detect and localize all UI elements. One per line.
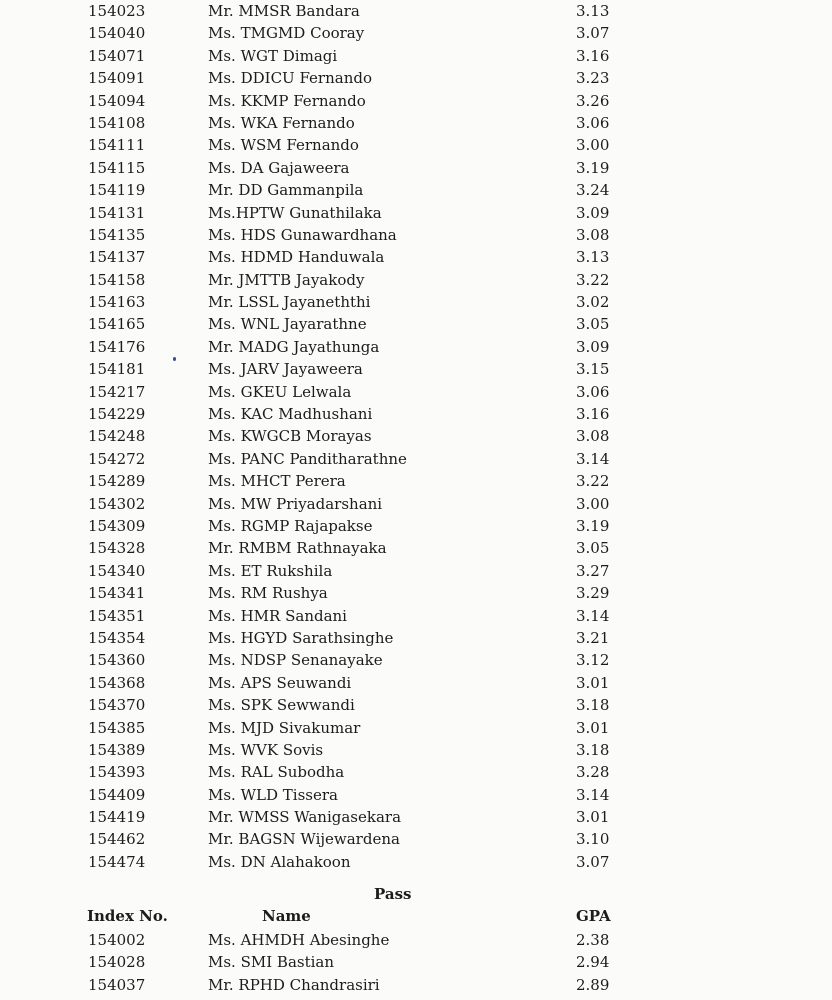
name-cell: Mr. LSSL Jayaneththi	[208, 293, 371, 312]
index-column-header: Index No.	[87, 907, 168, 925]
table-row	[0, 403, 832, 425]
index-cell: 154040	[88, 24, 146, 43]
gpa-cell: 3.00	[576, 494, 610, 513]
gpa-cell: 3.21	[576, 628, 610, 647]
index-cell: 154135	[88, 225, 146, 244]
gpa-cell: 3.22	[576, 270, 610, 289]
index-cell: 154137	[88, 248, 146, 267]
name-cell: Mr. WMSS Wanigasekara	[208, 808, 402, 827]
index-cell: 154217	[88, 382, 146, 401]
table-row	[0, 784, 832, 806]
table-row	[0, 179, 832, 201]
index-cell: 154340	[88, 561, 146, 580]
gpa-cell: 3.01	[576, 808, 610, 827]
table-row	[0, 515, 832, 537]
ink-speck	[173, 357, 176, 361]
name-cell: Ms. WGT Dimagi	[208, 46, 338, 65]
index-cell: 154385	[88, 718, 146, 737]
index-cell: 154165	[88, 315, 146, 334]
table-row	[0, 929, 832, 951]
table-row	[0, 537, 832, 559]
gpa-cell: 2.38	[576, 931, 610, 949]
table-row	[0, 560, 832, 582]
table-row	[0, 951, 832, 973]
gpa-cell: 3.01	[576, 673, 610, 692]
table-row	[0, 717, 832, 739]
index-cell: 154289	[88, 472, 146, 491]
name-cell: Ms. RGMP Rajapakse	[208, 516, 373, 535]
table-row	[0, 134, 832, 156]
index-cell: 154023	[88, 2, 146, 20]
index-cell: 154368	[88, 673, 146, 692]
name-cell: Ms. APS Seuwandi	[208, 673, 352, 692]
index-cell: 154328	[88, 539, 146, 558]
name-cell: Mr. MADG Jayathunga	[208, 337, 380, 356]
gpa-cell: 3.09	[576, 337, 610, 356]
gpa-cell: 3.18	[576, 740, 610, 759]
name-cell: Ms. ET Rukshila	[208, 561, 333, 580]
name-cell: Ms. KAC Madhushani	[208, 405, 373, 424]
index-cell: 154341	[88, 584, 146, 603]
pass-list	[0, 929, 832, 996]
name-cell: Ms. MHCT Perera	[208, 472, 346, 491]
table-row	[0, 672, 832, 694]
gpa-cell: 3.07	[576, 24, 610, 43]
index-cell: 154091	[88, 69, 146, 88]
name-cell: Ms. KKMP Fernando	[208, 91, 366, 110]
table-row	[0, 22, 832, 44]
name-cell: Ms. TMGMD Cooray	[208, 24, 365, 43]
name-cell: Ms.HPTW Gunathilaka	[208, 203, 382, 222]
name-cell: Ms. DDICU Fernando	[208, 69, 372, 88]
table-row	[0, 0, 832, 22]
index-cell: 154409	[88, 785, 146, 804]
index-cell: 154309	[88, 516, 146, 535]
index-cell: 154115	[88, 158, 146, 177]
name-cell: Ms. HDS Gunawardhana	[208, 225, 397, 244]
name-cell: Ms. RM Rushya	[208, 584, 328, 603]
name-cell: Ms. MJD Sivakumar	[208, 718, 361, 737]
name-cell: Ms. HDMD Handuwala	[208, 248, 385, 267]
gpa-cell: 3.02	[576, 293, 610, 312]
name-cell: Ms. RAL Subodha	[208, 763, 345, 782]
index-cell: 154163	[88, 293, 146, 312]
table-row	[0, 112, 832, 134]
name-cell: Mr. RPHD Chandrasiri	[208, 975, 380, 994]
name-cell: Ms. NDSP Senanayake	[208, 651, 383, 670]
name-cell: Ms. WSM Fernando	[208, 136, 359, 155]
gpa-cell: 3.01	[576, 718, 610, 737]
gpa-cell: 3.16	[576, 405, 610, 424]
name-cell: Ms. AHMDH Abesinghe	[208, 931, 390, 949]
index-cell: 154389	[88, 740, 146, 759]
name-cell: Ms. SPK Sewwandi	[208, 696, 355, 715]
index-cell: 154360	[88, 651, 146, 670]
table-row	[0, 974, 832, 996]
table-row	[0, 806, 832, 828]
table-row	[0, 224, 832, 246]
gpa-cell: 2.89	[576, 975, 610, 994]
gpa-cell: 3.18	[576, 696, 610, 715]
gpa-cell: 3.07	[576, 852, 610, 871]
gpa-cell: 3.06	[576, 382, 610, 401]
index-cell: 154071	[88, 46, 146, 65]
name-cell: Mr. RMBM Rathnayaka	[208, 539, 387, 558]
table-row	[0, 202, 832, 224]
table-row	[0, 269, 832, 291]
gpa-cell: 3.28	[576, 763, 610, 782]
table-row	[0, 627, 832, 649]
name-cell: Ms. SMI Bastian	[208, 953, 335, 972]
name-cell: Ms. WVK Sovis	[208, 740, 324, 759]
index-cell: 154302	[88, 494, 146, 513]
index-cell: 154393	[88, 763, 146, 782]
table-row	[0, 157, 832, 179]
table-row	[0, 448, 832, 470]
table-row	[0, 45, 832, 67]
gpa-cell: 3.14	[576, 785, 610, 804]
gpa-cell: 3.26	[576, 91, 610, 110]
index-cell: 154248	[88, 427, 146, 446]
gpa-column-header: GPA	[576, 907, 611, 925]
gpa-cell: 3.05	[576, 315, 610, 334]
index-cell: 154354	[88, 628, 146, 647]
table-row	[0, 761, 832, 783]
name-cell: Ms. HMR Sandani	[208, 606, 347, 625]
table-row	[0, 425, 832, 447]
name-cell: Ms. WKA Fernando	[208, 113, 355, 132]
index-cell: 154176	[88, 337, 146, 356]
index-cell: 154181	[88, 360, 146, 379]
table-row	[0, 605, 832, 627]
table-row	[0, 694, 832, 716]
table-row	[0, 582, 832, 604]
gpa-cell: 3.14	[576, 606, 610, 625]
name-cell: Mr. MMSR Bandara	[208, 2, 360, 20]
name-cell: Ms. HGYD Sarathsinghe	[208, 628, 394, 647]
gpa-cell: 3.05	[576, 539, 610, 558]
gpa-cell: 3.22	[576, 472, 610, 491]
table-row	[0, 313, 832, 335]
table-row	[0, 336, 832, 358]
table-row	[0, 381, 832, 403]
gpa-cell: 3.00	[576, 136, 610, 155]
table-row	[0, 470, 832, 492]
index-cell: 154119	[88, 181, 146, 200]
table-row	[0, 739, 832, 761]
name-cell: Mr. JMTTB Jayakody	[208, 270, 365, 289]
index-cell: 154111	[88, 136, 146, 155]
gpa-cell: 3.13	[576, 2, 610, 20]
gpa-cell: 3.19	[576, 516, 610, 535]
name-cell: Mr. BAGSN Wijewardena	[208, 830, 400, 849]
gpa-cell: 3.14	[576, 449, 610, 468]
gpa-cell: 3.09	[576, 203, 610, 222]
table-row	[0, 851, 832, 873]
index-cell: 154131	[88, 203, 146, 222]
table-row	[0, 67, 832, 89]
name-cell: Ms. WLD Tissera	[208, 785, 338, 804]
gpa-cell: 3.29	[576, 584, 610, 603]
pass-section-title: Pass	[374, 885, 412, 903]
name-cell: Ms. GKEU Lelwala	[208, 382, 352, 401]
index-cell: 154370	[88, 696, 146, 715]
gpa-cell: 3.08	[576, 427, 610, 446]
table-row	[0, 358, 832, 380]
index-cell: 154462	[88, 830, 146, 849]
table-row	[0, 90, 832, 112]
table-row	[0, 246, 832, 268]
index-cell: 154037	[88, 975, 146, 994]
index-cell: 154028	[88, 953, 146, 972]
gpa-cell: 3.27	[576, 561, 610, 580]
index-cell: 154419	[88, 808, 146, 827]
gpa-cell: 3.12	[576, 651, 610, 670]
index-cell: 154474	[88, 852, 146, 871]
name-cell: Ms. DA Gajaweera	[208, 158, 350, 177]
name-cell: Ms. PANC Panditharathne	[208, 449, 407, 468]
gpa-cell: 3.13	[576, 248, 610, 267]
gpa-cell: 3.24	[576, 181, 610, 200]
table-row	[0, 828, 832, 850]
gpa-cell: 3.15	[576, 360, 610, 379]
name-cell: Ms. MW Priyadarshani	[208, 494, 383, 513]
table-row	[0, 291, 832, 313]
table-row	[0, 493, 832, 515]
index-cell: 154351	[88, 606, 146, 625]
gpa-cell: 2.94	[576, 953, 610, 972]
index-cell: 154002	[88, 931, 146, 949]
index-cell: 154229	[88, 405, 146, 424]
gpa-cell: 3.06	[576, 113, 610, 132]
gpa-cell: 3.23	[576, 69, 610, 88]
index-cell: 154272	[88, 449, 146, 468]
gpa-cell: 3.19	[576, 158, 610, 177]
name-cell: Mr. DD Gammanpila	[208, 181, 364, 200]
name-cell: Ms. KWGCB Morayas	[208, 427, 372, 446]
gpa-cell: 3.16	[576, 46, 610, 65]
name-cell: Ms. WNL Jayarathne	[208, 315, 367, 334]
gpa-cell: 3.08	[576, 225, 610, 244]
name-column-header: Name	[262, 907, 311, 925]
index-cell: 154094	[88, 91, 146, 110]
gpa-cell: 3.10	[576, 830, 610, 849]
name-cell: Ms. DN Alahakoon	[208, 852, 351, 871]
index-cell: 154158	[88, 270, 146, 289]
table-row	[0, 649, 832, 671]
name-cell: Ms. JARV Jayaweera	[208, 360, 363, 379]
index-cell: 154108	[88, 113, 146, 132]
